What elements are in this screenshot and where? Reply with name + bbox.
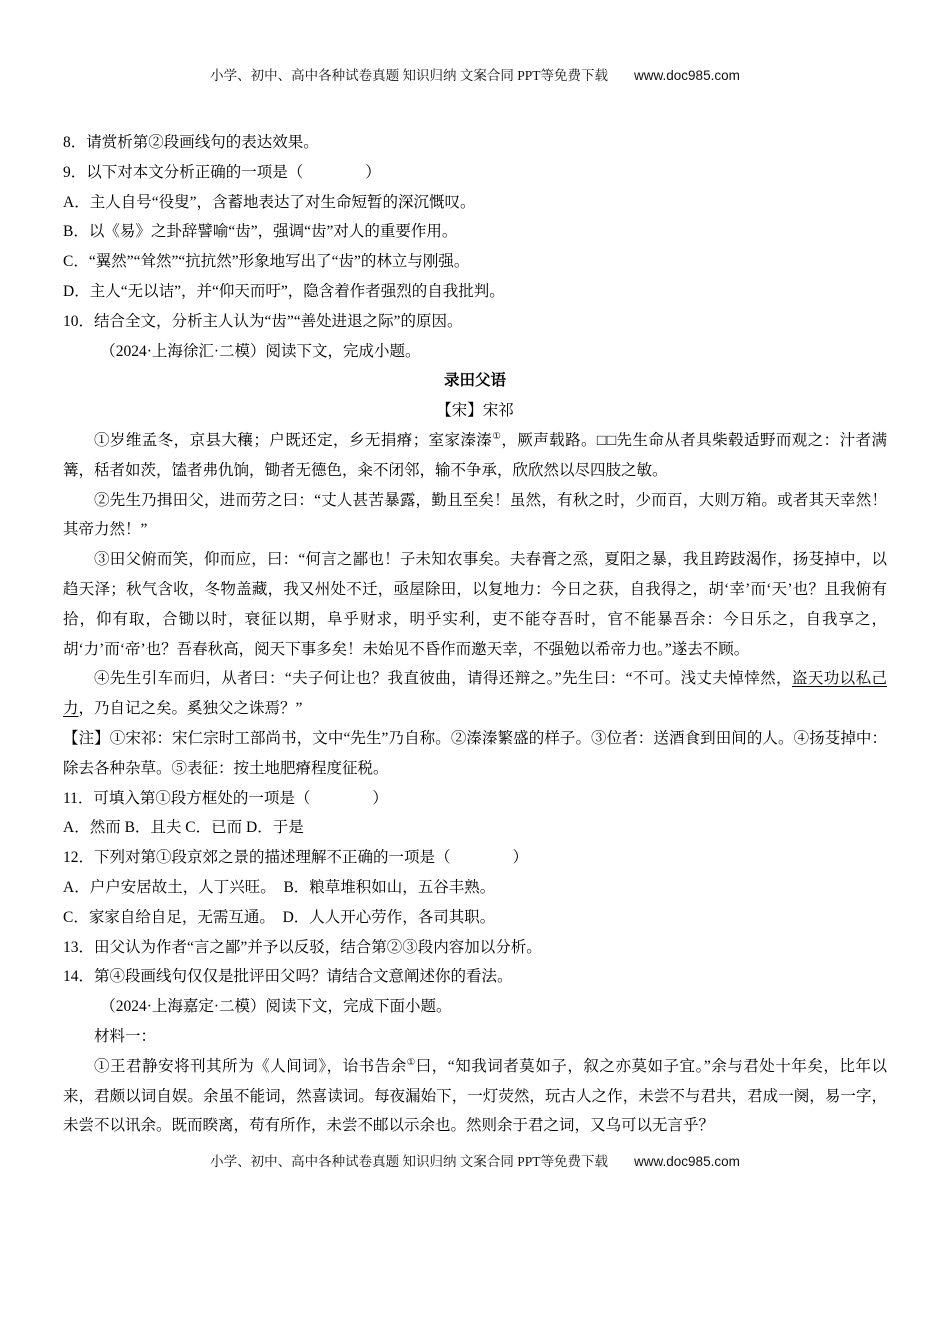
passage2-material-label: 材料一： xyxy=(94,1027,157,1045)
passage1-source-line: （2024·上海徐汇·二模）阅读下文，完成小题。 xyxy=(100,342,421,360)
passage2-source-line: （2024·上海嘉定·二模）阅读下文，完成下面小题。 xyxy=(100,998,452,1016)
question-9-option-a: A．主人自号“役叟”，含蓄地表达了对生命短暂的深沉慨叹。 xyxy=(63,193,476,211)
question-14: 14．第④段画线句仅仅是批评田父吗？请结合文意阐述你的看法。 xyxy=(63,968,513,986)
passage1-notes: 【注】①宋祁：宋仁宗时工部尚书，文中“先生”乃自称。②溱溱繁盛的样子。③位者：送酒食到田间的人。④扬芟掉中：除去各种杂草。⑤表征：按土地肥瘠程度征税。 xyxy=(63,729,887,777)
question-10: 10．结合全文，分析主人认为“齿”“善处进退之际”的原因。 xyxy=(63,312,463,330)
question-13: 13．田父认为作者“言之鄙”并予以反驳，结合第②③段内容加以分析。 xyxy=(63,938,542,956)
passage1-title: 录田父语 xyxy=(443,372,506,390)
question-12-options-ab: A．户户安居故土，人丁兴旺。 B．粮草堆积如山，五谷丰熟。 xyxy=(63,878,496,896)
header-url: www.doc985.com xyxy=(634,68,740,83)
question-9-option-d: D．主人“无以诘”，并“仰天而吁”，隐含着作者强烈的自我批判。 xyxy=(63,282,505,300)
header-text: 小学、初中、高中各种试卷真题 知识归纳 文案合同 PPT等免费下载 xyxy=(210,68,609,83)
passage2-paragraph-1: ①王君静安将刊其所为《人间词》，诒书告余①曰，“知我词者莫如子，叙之亦莫如子宜。”余与君处十年矣，比年以来，君颇以词自娱。余虽不能词，然喜读词。每夜漏始下，一灯荧然，玩古人之作，未尝不与君共，君成一阕，易一字，未尝不以讯余。既而睽离，苟有所作，未尝不邮以示余也。然则余于君之词，又乌可以无言乎？ xyxy=(63,1057,887,1135)
passage1-paragraph-3: ③田父俯而笑，仰而应，曰：“何言之鄙也！子未知农事矣。夫春膏之烝，夏阳之暴，我且跨跂渴作，扬芟掉中，以趋天泽；秋气含收，冬物盖藏，我又州处不迁，亟屋除田，以复地力：今日之获，自我得之，胡‘幸’而‘天’也？且我俯有拾，仰有取，合锄以时，衰征以期，阜乎财求，明乎实利，吏不能夺吾时，官不能暴吾余：今日乐之，自我享之，胡‘力’而‘帝’也？吾春秋高，阅天下事多矣！未始见不昏作而邀天幸，不强勉以希帝力也。”遂去不顾。 xyxy=(63,551,887,658)
question-12-options-cd: C．家家自给自足，无需互通。 D．人人开心劳作，各司其职。 xyxy=(63,908,496,926)
question-9-option-c: C．“翼然”“耸然”“抗抗然”形象地写出了“齿”的林立与刚强。 xyxy=(63,253,470,271)
page-header xyxy=(0,0,950,84)
document-content xyxy=(63,128,887,1141)
passage1-paragraph-1: ①岁维孟冬，京县大穰；户既还定，乡无捐瘠；室家溱溱①，厥声载路。□□先生命从者具柴毂适野而观之：汁者满篝，秳者如茨，馌者弗仇饷，锄者无德色，籴不闭邻，输不争承，欣欣然以尽四肢之敏。 xyxy=(63,431,887,479)
passage1-paragraph-4: ④先生引车而归，从者曰：“夫子何让也？我直彼曲，请得还辩之。”先生曰：“不可。浅丈夫悼悻然，盗天功以私己力，乃自记之矣。奚独父之诛焉？” xyxy=(63,670,887,718)
question-12: 12．下列对第①段京郊之景的描述理解不正确的一项是（ ） xyxy=(63,849,529,867)
footer-text: 小学、初中、高中各种试卷真题 知识归纳 文案合同 PPT等免费下载 xyxy=(210,1154,609,1170)
question-9-option-b: B．以《易》之卦辞譬喻“齿”，强调“齿”对人的重要作用。 xyxy=(63,223,458,241)
question-11-options: A．然而 B．且夫 C．已而 D．于是 xyxy=(63,819,304,837)
passage1-paragraph-2: ②先生乃揖田父，进而劳之曰：“丈人甚苦暴露，勤且至矣！虽然，有秋之时，少而百，大则万箱。或者其天幸然！其帝力然！” xyxy=(63,491,887,539)
question-11: 11．可填入第①段方框处的一项是（ ） xyxy=(63,789,388,807)
footer-url: www.doc985.com xyxy=(634,1154,740,1170)
passage1-author: 【宋】宋祁 xyxy=(436,402,514,420)
question-8: 8．请赏析第②段画线句的表达效果。 xyxy=(63,134,319,151)
page-footer xyxy=(0,1150,950,1170)
question-9: 9．以下对本文分析正确的一项是（ ） xyxy=(63,163,381,181)
